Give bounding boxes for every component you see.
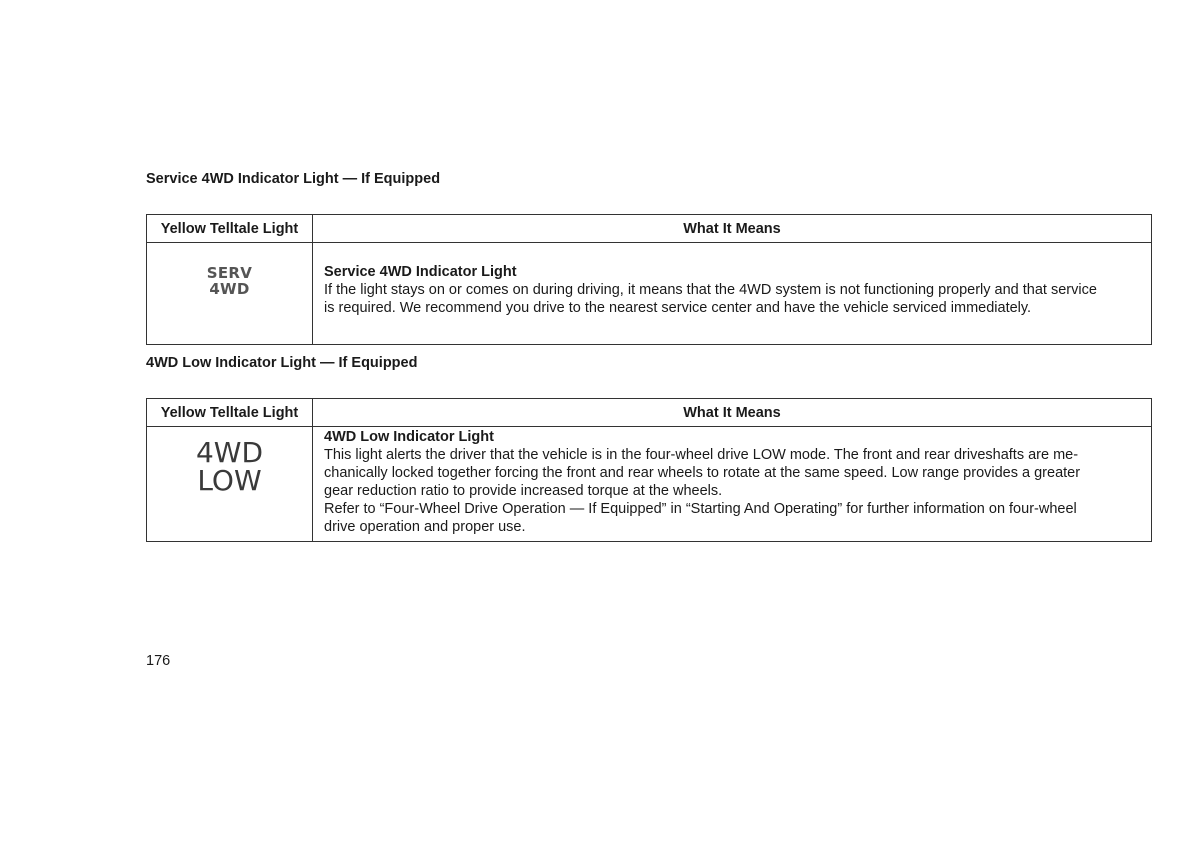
header-what-it-means: What It Means: [313, 399, 1152, 427]
table-row: [147, 243, 1152, 345]
page-number: 176: [146, 653, 171, 669]
telltale-table-service-4wd: [146, 214, 1152, 345]
telltale-icon-cell: [147, 243, 313, 345]
header-yellow-telltale-light: Yellow Telltale Light: [147, 215, 313, 243]
header-what-it-means: What It Means: [313, 215, 1152, 243]
serv-4wd-icon-line-1: SERV: [206, 264, 253, 282]
meaning-text-line: This light alerts the driver that the vehicle is in the four-wheel drive LOW mode. The front and rear driveshafts are me-: [324, 447, 1079, 463]
meaning-cell: [313, 427, 1152, 542]
section-title-service-4wd: Service 4WD Indicator Light — If Equipped: [146, 171, 441, 187]
header-yellow-telltale-light: Yellow Telltale Light: [147, 399, 313, 427]
meaning-text-line: chanically locked together forcing the front and rear wheels to rotate at the same speed. Low range provides a greater: [324, 465, 1081, 481]
meaning-title: Service 4WD Indicator Light: [324, 264, 517, 280]
telltale-icon-cell: [147, 427, 313, 542]
4wd-low-icon-line-2: LOW: [197, 464, 262, 497]
table-header-row: [147, 215, 1152, 243]
serv-4wd-icon-line-2: 4WD: [209, 280, 250, 298]
table-header-row: [147, 399, 1152, 427]
telltale-table-4wd-low: [146, 398, 1152, 542]
meaning-text-line: is required. We recommend you drive to the nearest service center and have the vehicle serviced immediately.: [324, 300, 1032, 316]
table-row: [147, 427, 1152, 542]
meaning-text-line: gear reduction ratio to provide increased torque at the wheels.: [324, 483, 723, 499]
meaning-text-line: drive operation and proper use.: [324, 519, 526, 535]
meaning-cell: [313, 243, 1152, 345]
meaning-text-line: If the light stays on or comes on during driving, it means that the 4WD system is not functioning properly and that service: [324, 282, 1097, 298]
4wd-low-icon: [195, 436, 264, 497]
serv-4wd-icon: [207, 265, 252, 297]
meaning-text-line: Refer to “Four-Wheel Drive Operation — If Equipped” in “Starting And Operating” for further information on four-wheel: [324, 501, 1077, 517]
meaning-title: 4WD Low Indicator Light: [324, 429, 494, 445]
section-title-4wd-low: 4WD Low Indicator Light — If Equipped: [146, 355, 418, 371]
4wd-low-icon-line-1: 4WD: [195, 436, 264, 469]
